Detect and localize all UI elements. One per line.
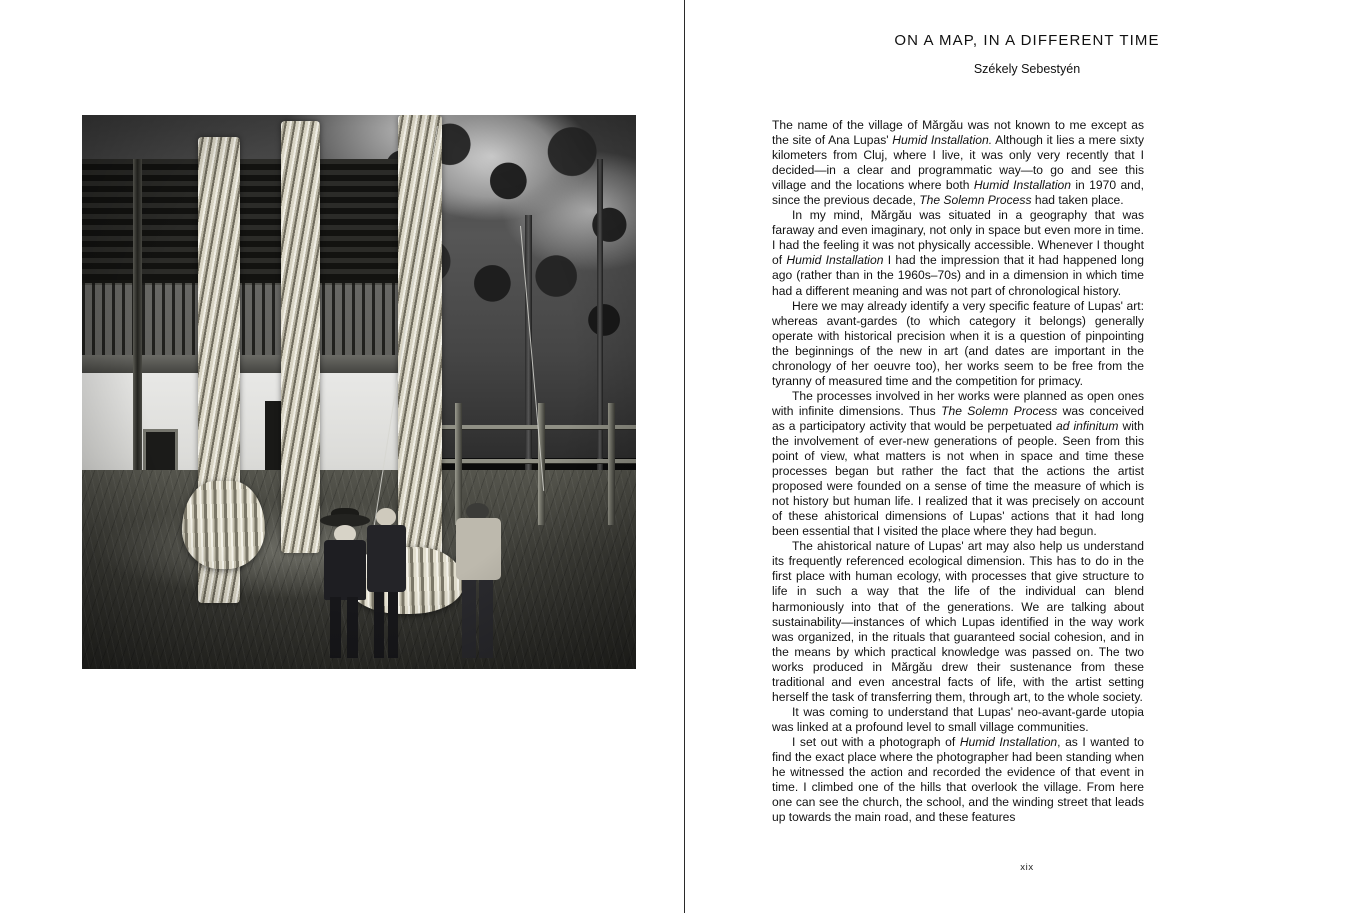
article-paragraph xyxy=(772,389,1144,539)
article-paragraph xyxy=(772,118,1144,208)
figure-leg xyxy=(374,592,384,658)
text-run: I had the impression that it had happened long ago (rather than in the 1960s–70s) and in a dimension in which time had a different meaning and was not part of chronological history. xyxy=(772,253,1144,298)
left-page xyxy=(0,0,684,913)
figure-leg xyxy=(347,597,358,657)
text-run: I set out with a photograph of xyxy=(792,734,960,749)
text-run: had taken place. xyxy=(1031,193,1124,208)
italic-title-run: Humid Installation xyxy=(959,734,1058,749)
article-paragraph xyxy=(772,735,1144,825)
text-run: The name of the village of Mărgău was not known to me except as the site of Ana Lupas' xyxy=(772,118,1144,148)
italic-title-run: ad infinitum xyxy=(1056,418,1119,433)
page-folio: xix xyxy=(1020,862,1034,873)
italic-title-run: The Solemn Process xyxy=(941,403,1058,418)
article-title: ON A MAP, IN A DIFFERENT TIME xyxy=(894,32,1160,49)
italic-title-run: The Solemn Process xyxy=(919,193,1032,208)
figure-leg xyxy=(330,597,341,657)
text-run: , as I wanted to find the exact place where the photographer had been standing when he witnessed the action and recorded the evidence of that event in time. I climbed one of the hills that overlook the village. From here one can see the church, the school, and the winding street that leads up towards the main road, and these features xyxy=(772,734,1145,825)
text-run: with the involvement of ever-new generations of people. Seen from this point of view, what matters is not when in space and time these processes began but rather the fact that the actions the artist proposed were founded on a sense of time the measure of which is not history but human life. I realized that it was precisely on account of these ahistorical dimensions of Lupas' actions that it had long been essential that I visited the place where they had begun. xyxy=(772,418,1144,539)
photograph-humid-installation xyxy=(82,115,636,669)
figure-torso xyxy=(367,525,406,592)
text-run: Although it lies a mere sixty kilometers from Cluj, where I live, it was only very recently that I decided—in a clear and programmatic way—to go and see this village and the locations where both xyxy=(772,133,1145,193)
text-run: In my mind, Mărgău was situated in a geography that was faraway and even imaginary, not only in space but even more in time. I had the feeling it was not physically accessible. Whenever I thought of xyxy=(772,208,1144,268)
italic-title-run: Humid Installation. xyxy=(892,133,993,148)
figure-head xyxy=(376,508,396,526)
straw-bundle xyxy=(182,481,265,570)
figure-leg xyxy=(388,592,398,658)
italic-title-run: Humid Installation xyxy=(973,178,1071,193)
roof-eave xyxy=(82,159,403,285)
straw-column xyxy=(281,121,320,553)
figure-leg xyxy=(479,580,493,658)
photograph-canvas xyxy=(82,115,636,669)
text-run: in 1970 and, since the previous decade, xyxy=(772,178,1144,208)
balcony-railing xyxy=(82,280,403,359)
article-author: Székely Sebestyén xyxy=(973,62,1081,76)
figure-man-with-hat xyxy=(320,514,370,658)
article-paragraph xyxy=(772,705,1144,735)
figure-torso xyxy=(456,518,501,580)
text-run: was conceived as a participatory activity that would be perpetuated xyxy=(772,403,1144,433)
text-run: The ahistorical nature of Lupas' art may also help us understand its frequently referenced ecological dimension. This has to do in the first place with human ecology, with processes that give structure to life in such a way that the life of the individual can blend harmoniously into that of the generations. We are talking about sustainability—instances of which Lupas identified in the way work was organized, in the rituals that guaranteed social cohesion, and in the means by which practical knowledge was passed on. The two works produced in Mărgău drew their sustenance from these traditional and even ancestral facts of life, with the artist setting herself the task of transferring them, through art, to the whole society. xyxy=(772,539,1144,704)
italic-title-run: Humid Installation xyxy=(786,253,884,268)
article-paragraph xyxy=(772,208,1144,298)
article-paragraph xyxy=(772,539,1144,705)
article-body xyxy=(772,118,1144,825)
figure-torso xyxy=(324,540,366,600)
figure-right xyxy=(453,503,503,658)
article-paragraph xyxy=(772,299,1144,389)
right-page xyxy=(685,0,1369,913)
figure-leg xyxy=(462,580,476,658)
figure-center xyxy=(365,508,409,658)
text-run: The processes involved in her works were planned as open ones with infinite dimensions. Thus xyxy=(772,388,1144,418)
fence-post xyxy=(608,403,615,525)
text-run: It was coming to understand that Lupas' neo-avant-garde utopia was linked at a profound level to small village communities. xyxy=(772,704,1144,734)
text-run: Here we may already identify a very specific feature of Lupas' art: whereas avant-gardes (to which category it belongs) generally operate with historical precision when it is a question of pinpointing the beginnings of the new in art (and dates are important in the chronology of her oeuvre too), her works seem to be free from the tyranny of measured time and the competition for primacy. xyxy=(772,298,1144,388)
figure-head xyxy=(466,503,489,520)
